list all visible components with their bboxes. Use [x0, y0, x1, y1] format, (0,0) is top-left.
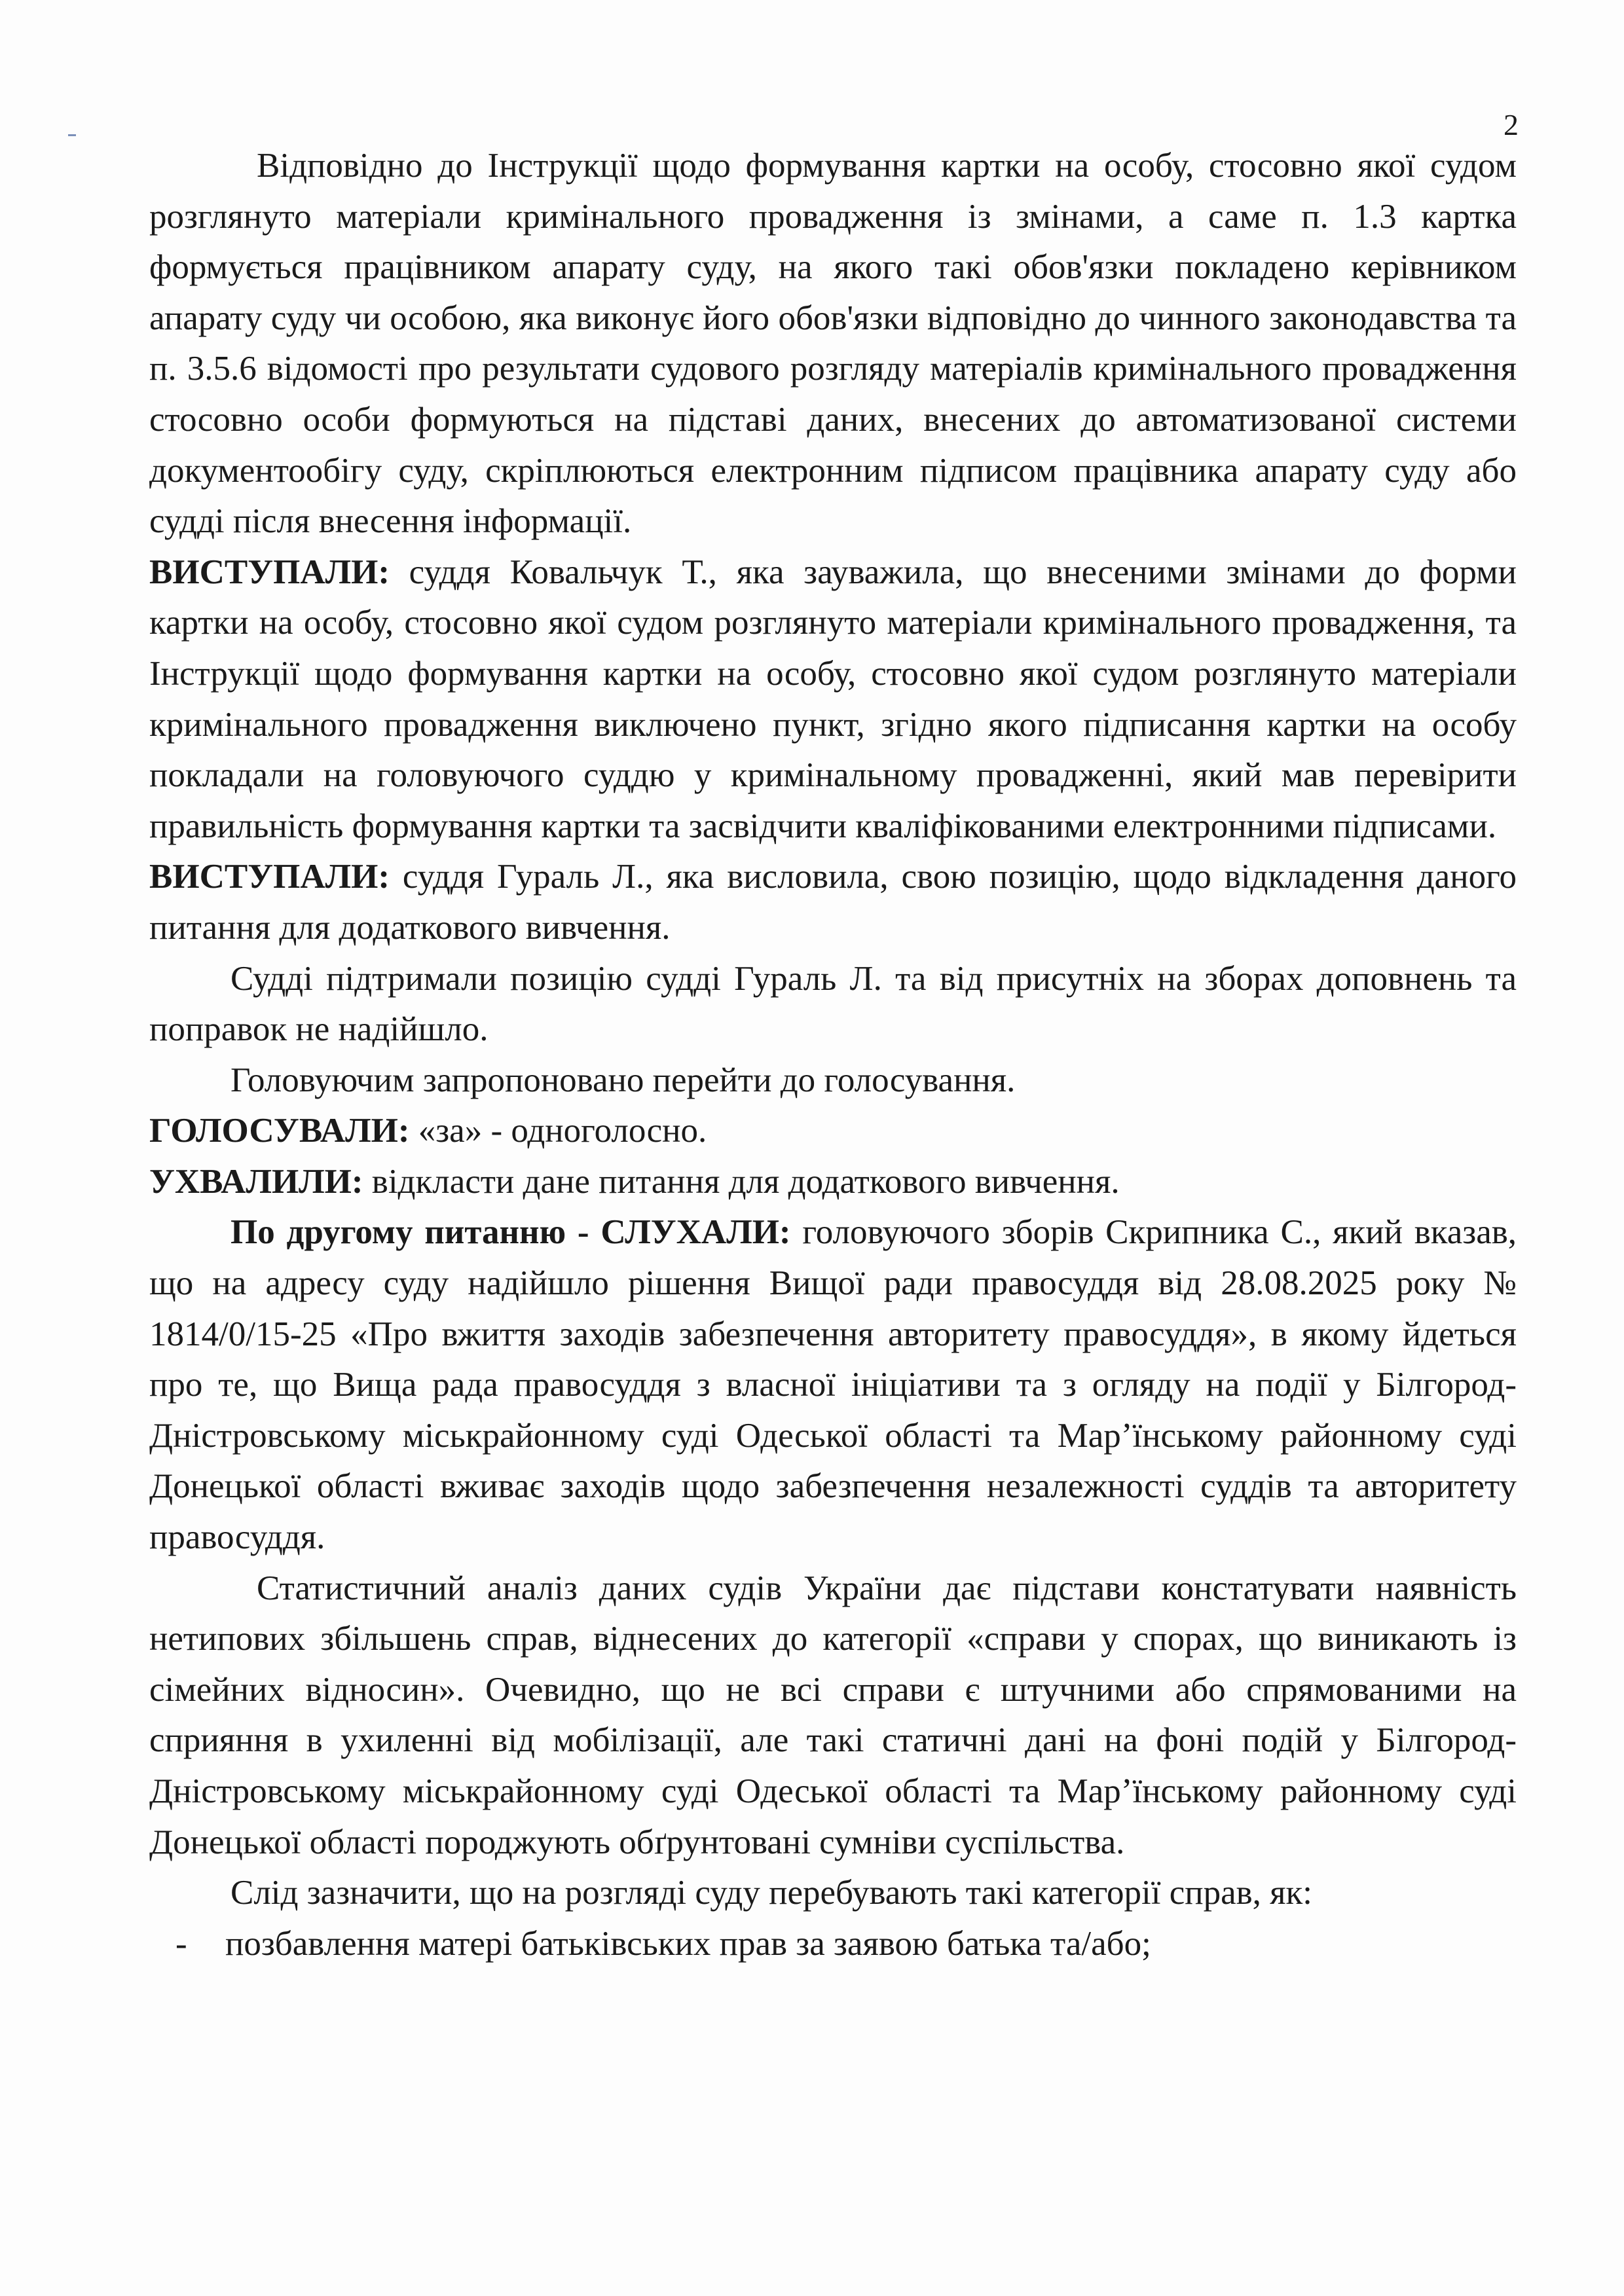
- text-second-question: головуючого зборів Скрипника С., який вказав, що на адресу суду надійшло рішення Вищої ради правосуддя від 28.08.2025 року № 1814/0/15-25 «Про вжиття заходів забезпечення авторитету правосуддя», в якому йдеться про те, що Вища рада правосуддя з власної ініціативи та з огляду на події у Білгород-Дністровському міськрайонному суді Одеської області та Мар’їнському районному суді Донецької області вживає заходів щодо забезпечення незалежності суддів та авторитету правосуддя.: [149, 1213, 1517, 1557]
- paragraph-statistics: Статистичний аналіз даних судів України дає підстави констатувати наявність нетипових збільшень справ, віднесених до категорії «справи у спорах, що виникають із сімейних відносин». Очевидно, що не всі справи є штучними або спрямованими на сприяння в ухиленні від мобілізації, але такі статичні дані на фоні подій у Білгород-Дністровському міськрайонному суді Одеської області та Мар’їнському районному суді Донецької області породжують обґрунтовані сумніви суспільства.: [149, 1569, 1517, 1861]
- paragraph-support: Судді підтримали позицію судді Гураль Л. та від присутніх на зборах доповнень та поправок не надійшло.: [149, 959, 1517, 1049]
- label-ukhvalyly: УХВАЛИЛИ:: [149, 1162, 363, 1201]
- document-body: [149, 141, 1517, 1969]
- paragraph-kovalchuk: [149, 547, 1517, 852]
- paragraph-instruction: Відповідно до Інструкції щодо формування картки на особу, стосовно якої судом розглянуто матеріали кримінального провадження із змінами, а саме п. 1.3 картка формується працівником апарату суду, на якого такі обов'язки покладено керівником апарату суду чи особою, яка виконує його обов'язки відповідно до чинного законодавства та п. 3.5.6 відомості про результати судового розгляду матеріалів кримінального провадження стосовно особи формуються на підставі даних, внесених до автоматизованої системи документообігу суду, скріплюються електронним підписом працівника апарату суду або судді після внесення інформації.: [149, 147, 1517, 541]
- paragraph-second-question: [149, 1207, 1517, 1563]
- label-second-question: По другому питанню - СЛУХАЛИ:: [231, 1213, 791, 1252]
- list-dash: -: [175, 1924, 187, 1963]
- text-resolved: відкласти дане питання для додаткового вивчення.: [363, 1162, 1120, 1201]
- scan-mark: [68, 134, 76, 136]
- label-vystupaly-1: ВИСТУПАЛИ:: [149, 553, 390, 591]
- paragraph-categories: Слід зазначити, що на розгляді суду перебувають такі категорії справ, як:: [231, 1874, 1313, 1912]
- page-number: 2: [1504, 108, 1519, 141]
- paragraph-voted: [149, 1106, 1517, 1157]
- paragraph-vote-proposal: Головуючим запропоновано перейти до голосування.: [231, 1061, 1016, 1099]
- text-gural: суддя Гураль Л., яка висловила, свою позицію, щодо відкладення даного питання для додаткового вивчення.: [149, 858, 1517, 947]
- label-holosuvaly: ГОЛОСУВАЛИ:: [149, 1112, 410, 1150]
- list-item-text: позбавлення матері батьківських прав за заявою батька та/або;: [225, 1924, 1151, 1963]
- paragraph-gural: [149, 852, 1517, 953]
- list-item: [149, 1919, 1517, 1970]
- label-vystupaly-2: ВИСТУПАЛИ:: [149, 858, 390, 896]
- text-kovalchuk: суддя Ковальчук Т., яка зауважила, що внесеними змінами до форми картки на особу, стосовно якої судом розглянуто матеріали кримінального провадження, та Інструкції щодо формування картки на особу, стосовно якої судом розглянуто матеріали кримінального провадження виключено пункт, згідно якого підписання картки на особу покладали на головуючого суддю у кримінальному провадженні, який мав перевірити правильність формування картки та засвідчити кваліфікованими електронними підписами.: [149, 553, 1517, 845]
- text-voted: «за» - одноголосно.: [409, 1112, 707, 1150]
- paragraph-resolved: [149, 1157, 1517, 1208]
